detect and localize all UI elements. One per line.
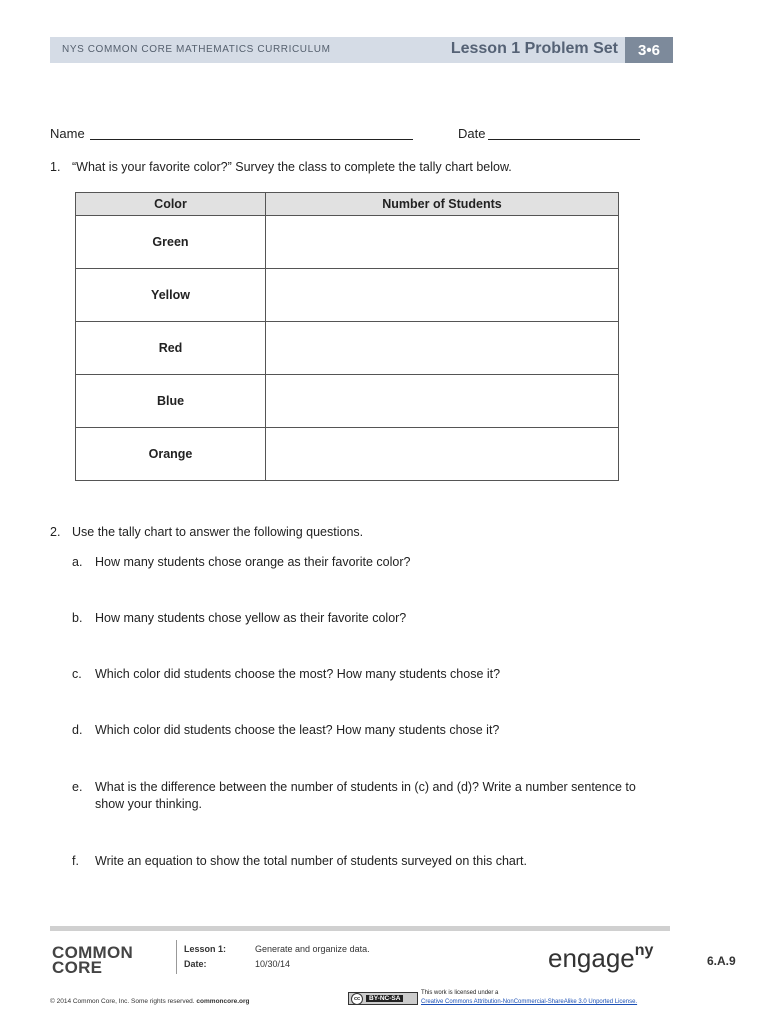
tally-cell[interactable] xyxy=(266,216,619,269)
column-header-color: Color xyxy=(76,193,266,216)
question-2c-letter: c. xyxy=(72,667,82,681)
column-header-count: Number of Students xyxy=(266,193,619,216)
question-2e-text: What is the difference between the number of students in (c) and (d)? Write a number sentence to xyxy=(95,780,636,794)
question-2-text: Use the tally chart to answer the following questions. xyxy=(72,525,364,539)
footer-rule xyxy=(50,926,670,931)
copyright-text: © 2014 Common Core, Inc. Some rights reserved. commoncore.org xyxy=(50,998,250,1005)
license-text: This work is licensed under a Creative Commons Attribution-NonCommercial-ShareAlike 3.0 Unported License. xyxy=(421,990,638,1005)
table-row xyxy=(76,269,619,322)
tally-cell[interactable] xyxy=(266,375,619,428)
footer-divider xyxy=(176,940,177,974)
tally-cell[interactable] xyxy=(266,428,619,481)
license-link[interactable]: Creative Commons Attribution-NonCommercial-ShareAlike 3.0 Unported License. xyxy=(421,999,638,1005)
question-2e-letter: e. xyxy=(72,780,83,794)
question-2f-letter: f. xyxy=(72,854,79,868)
footer-date-label: Date: xyxy=(184,959,207,969)
color-cell: Blue xyxy=(76,375,266,428)
curriculum-title: NYS COMMON CORE MATHEMATICS CURRICULUM xyxy=(62,44,331,55)
question-2b-text: How many students chose yellow as their favorite color? xyxy=(95,611,407,625)
table-row xyxy=(76,375,619,428)
cc-license-tag: BY-NC-SA xyxy=(366,995,403,1002)
question-1-text: “What is your favorite color?” Survey the class to complete the tally chart below. xyxy=(72,160,512,174)
color-cell: Orange xyxy=(76,428,266,481)
tally-cell[interactable] xyxy=(266,269,619,322)
color-cell: Red xyxy=(76,322,266,375)
tally-cell[interactable] xyxy=(266,322,619,375)
footer-lesson-value: Generate and organize data. xyxy=(255,944,370,954)
question-2-number: 2. xyxy=(50,525,61,539)
table-row xyxy=(76,322,619,375)
logo-line-2: CORE xyxy=(52,958,103,977)
name-label: Name xyxy=(50,126,85,141)
question-2a-letter: a. xyxy=(72,555,83,569)
question-2a-text: How many students chose orange as their favorite color? xyxy=(95,555,411,569)
lesson-title: Lesson 1 Problem Set xyxy=(450,40,618,57)
name-field[interactable] xyxy=(90,139,413,140)
question-2c-text: Which color did students choose the most? How many students chose it? xyxy=(95,667,501,681)
question-2b-letter: b. xyxy=(72,611,83,625)
color-cell: Green xyxy=(76,216,266,269)
question-1-number: 1. xyxy=(50,160,61,174)
logo-line-1: COMMON xyxy=(52,943,134,962)
color-cell: Yellow xyxy=(76,269,266,322)
cc-license-badge[interactable] xyxy=(348,992,418,1005)
question-2e-text-cont: show your thinking. xyxy=(95,797,203,811)
footer-date-value: 10/30/14 xyxy=(255,959,291,969)
question-2d-text: Which color did students choose the least? How many students chose it? xyxy=(95,723,500,737)
cc-icon: cc xyxy=(351,993,363,1005)
grade-module-badge: 3•6 xyxy=(625,37,673,63)
tally-chart-table xyxy=(75,192,619,481)
table-row xyxy=(76,216,619,269)
question-2d-letter: d. xyxy=(72,723,83,737)
footer-lesson-label: Lesson 1: xyxy=(184,944,227,954)
table-header-row xyxy=(76,193,619,216)
date-field[interactable] xyxy=(488,139,640,140)
date-label: Date xyxy=(458,126,486,141)
table-row xyxy=(76,428,619,481)
common-core-logo xyxy=(52,945,133,975)
engageny-logo: engage$^{ny}$ xyxy=(548,942,654,973)
page-code: 6.A.9 xyxy=(707,954,736,968)
question-2f-text: Write an equation to show the total number of students surveyed on this chart. xyxy=(95,854,527,868)
